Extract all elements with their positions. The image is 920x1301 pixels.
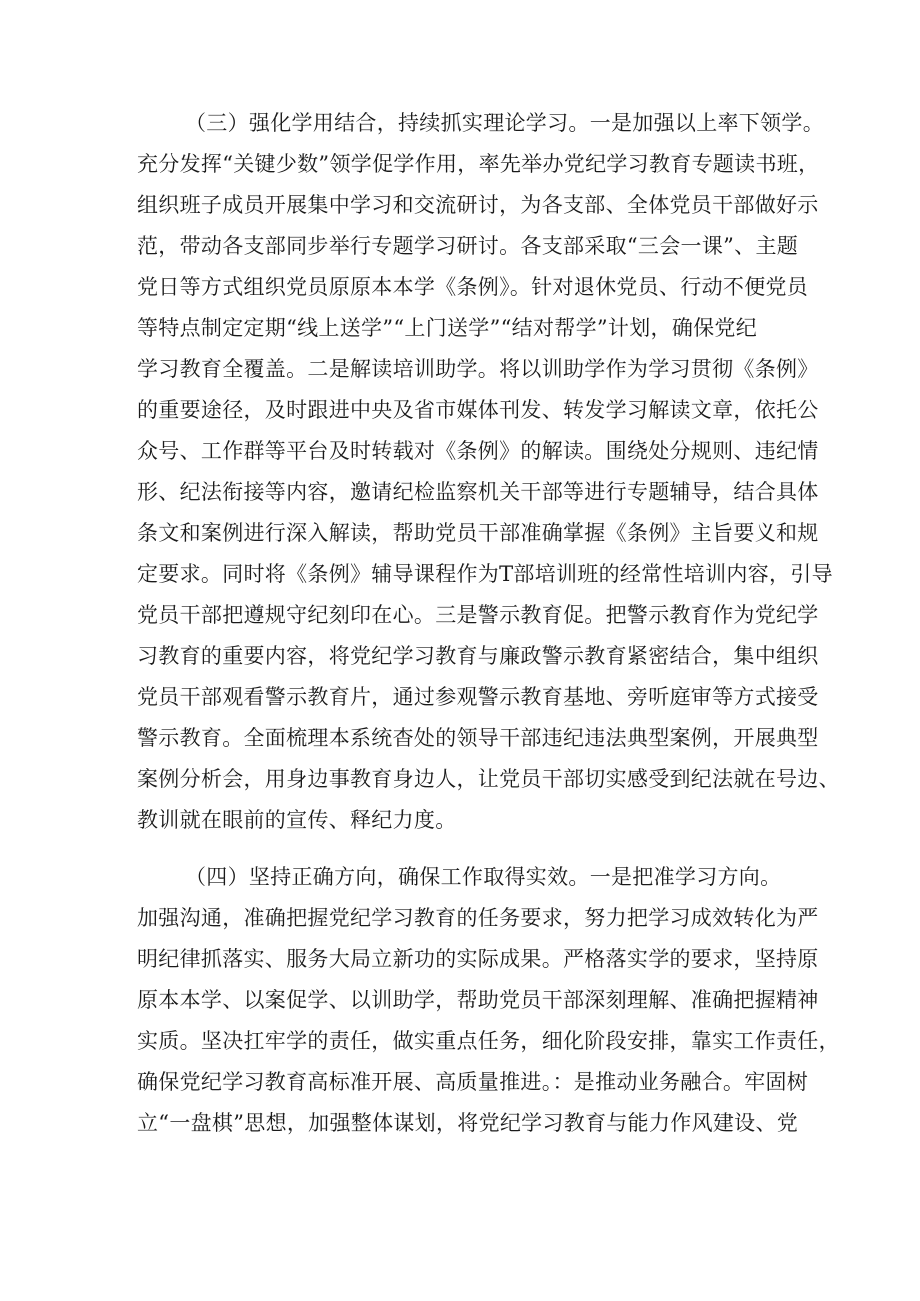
paragraph-4-line: 原本本学、以案促学、以训助学，帮助党员干部深刻理解、准确把握精神 [137,988,819,1012]
paragraph-3-line: 党员干部把遵规守纪刻印在心。三是警示教育促。把警示教育作为党纪学 [137,603,819,627]
paragraph-4-line: 加强沟通，准确把握党纪学习教育的任务要求，努力把学习成效转化为严 [137,906,819,930]
paragraph-3-line: 学习教育全覆盖。二是解读培训助学。将以训助学作为学习贯彻《条例》 [137,357,819,381]
paragraph-4-line: （四）坚持正确方向，确保工作取得实效。一是把准学习方向。 [185,865,782,889]
paragraph-3-line: 党日等方式组织党员原原本本学《条例》。针对退休党员、行动不便党员 [137,275,809,299]
paragraph-3-line: 案例分析会，用身边事教育身边人，让党员干部切实感受到纪法就在号边、 [137,767,840,791]
paragraph-4-line: 实质。坚决扛牢学的责任，做实重点任务，细化阶段安排，靠实工作责任， [137,1029,840,1053]
paragraph-3-line: 定要求。同时将《条例》辅导课程作为T部培训班的经常性培训内容，引导 [137,562,833,586]
paragraph-3-line: 形、纪法衔接等内容，邀请纪检监察机关干部等进行专题辅导，结合具体 [137,480,819,504]
paragraph-3-line: 的重要途径，及时跟进中央及省市媒体刊发、转发学习解读文章，依托公 [137,398,819,422]
paragraph-4-line: 确保党纪学习教育高标准开展、高质量推进。：是推动业务融合。牢固树 [137,1070,809,1094]
paragraph-3-line: 范，带动各支部同步举行专题学习研讨。各支部采取“三会一课”、主题 [137,234,799,258]
paragraph-3-line: 党员干部观看警示教育片，通过参观警示教育基地、旁听庭审等方式接受 [137,685,819,709]
document-body [137,103,840,1144]
paragraph-3-line: 条文和案例进行深入解读，帮助党员干部准确掌握《条例》主旨要义和规 [137,521,819,545]
paragraph-3-line: 教训就在眼前的宣传、释纪力度。 [137,808,457,832]
paragraph-gap [137,841,797,857]
paragraph-3-line: 充分发挥“关键少数”领学促学作用，率先举办党纪学习教育专题读书班， [137,152,820,176]
paragraph-3-line: 等特点制定定期“线上送学”“上门送学”“结对帮学”计划，确保党纪 [137,316,758,340]
paragraph-3-line: 众号、工作群等平台及时转载对《条例》的解读。围绕处分规则、违纪情 [137,439,819,463]
paragraph-4-line: 立“一盘棋”思想，加强整体谋划，将党纪学习教育与能力作风建设、党 [137,1111,799,1135]
paragraph-3-line: （三）强化学用结合，持续抓实理论学习。一是加强以上率下领学。 [185,111,824,135]
paragraph-3-line: 习教育的重要内容，将党纪学习教育与廉政警示教育紧密结合，集中组织 [137,644,819,668]
paragraph-4-line: 明纪律抓落实、服务大局立新功的实际成果。严格落实学的要求，坚持原 [137,947,819,971]
paragraph-3-line: 组织班子成员开展集中学习和交流研讨，为各支部、全体党员干部做好示 [137,193,819,217]
paragraph-3-line: 警示教育。全面梳理本系统杳处的领导干部违纪违法典型案例，开展典型 [137,726,819,750]
